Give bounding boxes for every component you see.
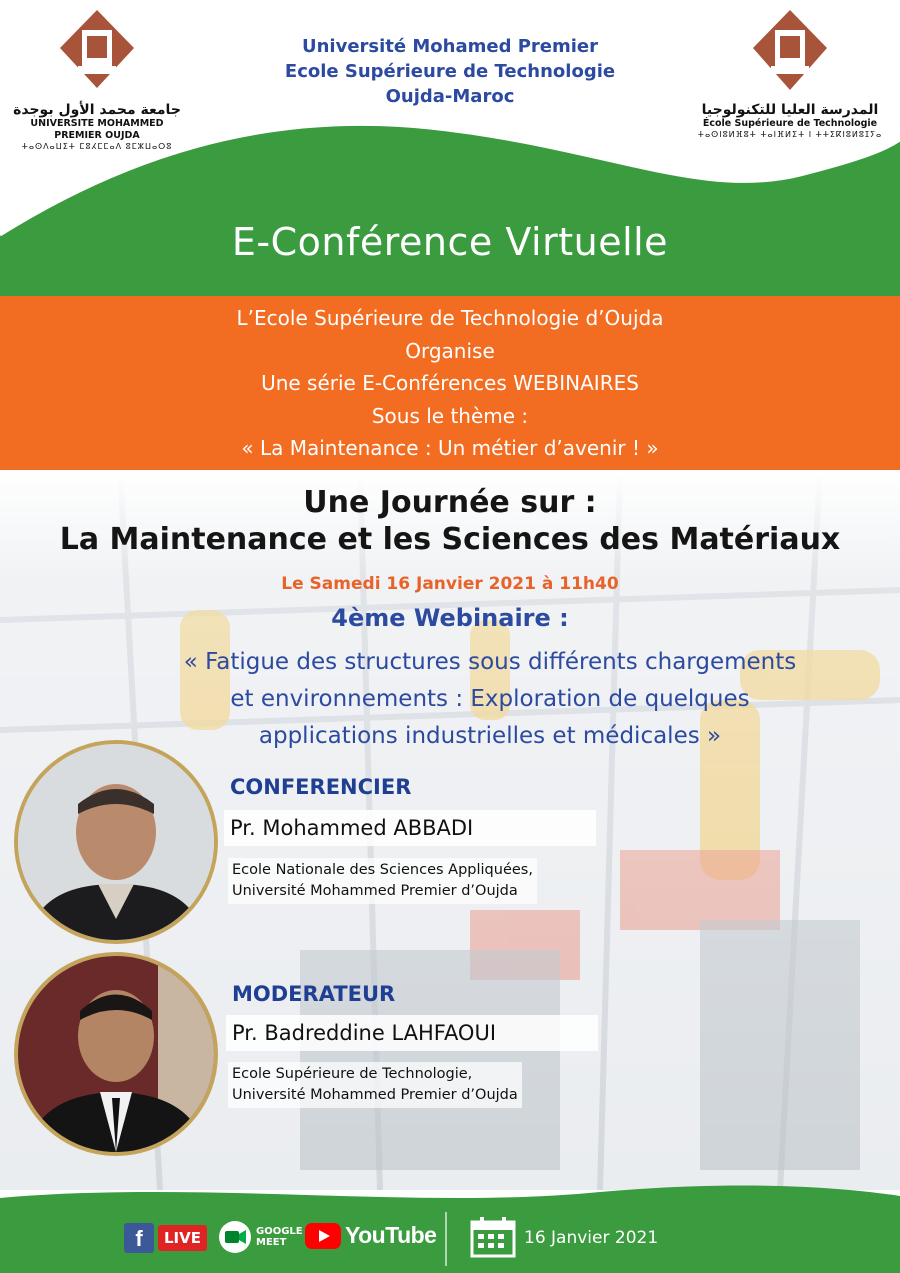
google-meet-line-1: GOOGLE	[256, 1226, 303, 1237]
university-line-3: Oujda-Maroc	[385, 86, 515, 107]
speaker-photo	[14, 740, 218, 944]
moderator-photo	[14, 952, 218, 1156]
google-meet-line-2: MEET	[256, 1237, 287, 1248]
moderator-role: MODERATEUR	[232, 982, 396, 1006]
journee-line-1: Une Journée sur :	[303, 485, 597, 520]
logo-left-arabic: جامعة محمد الأول بوجدة	[13, 102, 181, 118]
organiser-line-4: Sous le thème :	[371, 403, 529, 428]
calendar-icon	[470, 1216, 516, 1258]
logo-est	[690, 8, 890, 139]
moderator-affiliation	[228, 1062, 522, 1108]
webinar-title-line-2: et environnements : Exploration de quelques	[230, 686, 750, 712]
moderator-affil-1: Ecole Supérieure de Technologie,	[232, 1066, 473, 1082]
moderator-affil-2: Université Mohammed Premier d’Oujda	[232, 1087, 518, 1103]
moderator-name: Pr. Badreddine LAHFAOUI	[226, 1015, 598, 1051]
logo-right-tifinagh: ⵜⴰⵙⵏⵓⵍⴼⵓⵜ ⵜⴰⵏⴼⵍⵉⵜ ⵏ ⵜⵜⵉⴽⵏⵓⵍⵓⵊⵢⴰ	[697, 130, 883, 139]
journee-heading	[0, 484, 900, 558]
organiser-text	[0, 302, 900, 465]
webinar-title	[110, 644, 870, 755]
moderator-avatar-icon	[18, 956, 214, 1152]
university-line-2: Ecole Supérieure de Technologie	[284, 61, 616, 82]
google-meet-icon	[218, 1220, 252, 1254]
organiser-line-1: L’Ecole Supérieure de Technologie d’Oujda	[236, 306, 664, 330]
university-line-1: Université Mohamed Premier	[301, 36, 599, 57]
footer-date: 16 Janvier 2021	[524, 1228, 659, 1248]
webinar-number: 4ème Webinaire :	[331, 604, 569, 632]
speaker-name: Pr. Mohammed ABBADI	[224, 810, 596, 846]
logo-left-caption: UNIVERSITE MOHAMMED PREMIER OUJDA	[30, 118, 164, 141]
facebook-icon[interactable]: f	[124, 1223, 154, 1253]
speaker-affiliation	[228, 858, 537, 904]
youtube-icon	[305, 1223, 341, 1249]
speaker-affil-1: Ecole Nationale des Sciences Appliquées,	[232, 862, 533, 878]
webinar-title-line-1: « Fatigue des structures sous différents chargements	[183, 649, 797, 675]
youtube-link[interactable]	[305, 1222, 436, 1249]
google-meet-link[interactable]	[218, 1220, 303, 1254]
event-date: Le Samedi 16 Janvier 2021 à 11h40	[281, 574, 619, 594]
speaker-role: CONFERENCIER	[230, 775, 412, 799]
facebook-live-badge[interactable]: LIVE	[158, 1225, 207, 1251]
organiser-line-5: « La Maintenance : Un métier d’avenir ! »	[241, 436, 659, 460]
journee-line-2: La Maintenance et les Sciences des Matériaux	[59, 522, 841, 557]
est-emblem-icon	[690, 8, 890, 98]
logo-left-tifinagh: ⵜⴰⵙⴷⴰⵡⵉⵜ ⵎⵓⵃⵎⵎⴰⴷ ⵓⵎⵣⵡⴰⵔⵓ	[21, 142, 173, 151]
youtube-label: YouTube	[345, 1222, 437, 1248]
speaker-affil-2: Université Mohammed Premier d’Oujda	[232, 883, 518, 899]
speaker-avatar-icon	[18, 744, 214, 940]
organiser-line-3: Une série E-Conférences WEBINAIRES	[261, 371, 639, 395]
page-title: E-Conférence Virtuelle	[231, 220, 669, 264]
organiser-line-2: Organise	[405, 338, 495, 363]
university-header	[230, 34, 670, 109]
university-emblem-icon	[12, 8, 182, 98]
logo-universite	[12, 8, 182, 151]
logo-right-arabic: المدرسة العليا للتكنولوجيا	[701, 102, 879, 118]
webinar-title-line-3: applications industrielles et médicales »	[258, 723, 722, 749]
logo-right-caption: École Supérieure de Technologie	[702, 118, 878, 129]
